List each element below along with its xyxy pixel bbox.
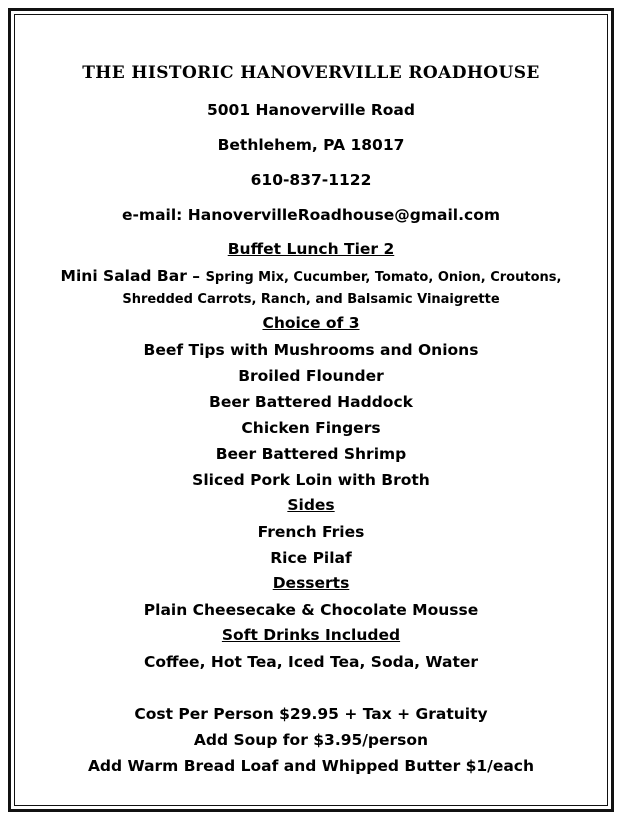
salad-items-1: Spring Mix, Cucumber, Tomato, Onion, Croutons, <box>205 270 562 285</box>
menu-document <box>14 14 608 806</box>
drinks-heading: Soft Drinks Included <box>221 626 401 644</box>
street-address: 5001 Hanoverville Road <box>206 101 415 119</box>
restaurant-title: THE HISTORIC HANOVERVILLE ROADHOUSE <box>82 63 540 83</box>
salad-label: Mini Salad Bar – <box>60 267 200 285</box>
desserts-heading: Desserts <box>272 574 350 592</box>
side-item: French Fries <box>257 523 365 541</box>
entree-item: Broiled Flounder <box>238 367 384 385</box>
phone-number: 610-837-1122 <box>250 171 372 189</box>
entree-item: Beer Battered Haddock <box>209 393 413 411</box>
price-line: Cost Per Person $29.95 + Tax + Gratuity <box>134 705 488 723</box>
soup-addon: Add Soup for $3.95/person <box>193 731 429 749</box>
entree-item: Chicken Fingers <box>241 419 381 437</box>
salad-line-1 <box>14 266 608 285</box>
tier-heading: Buffet Lunch Tier 2 <box>227 240 395 258</box>
choice-heading: Choice of 3 <box>262 314 360 332</box>
city-state-zip: Bethlehem, PA 18017 <box>217 136 405 154</box>
entree-item: Sliced Pork Loin with Broth <box>192 471 430 489</box>
side-item: Rice Pilaf <box>270 549 352 567</box>
dessert-item: Plain Cheesecake & Chocolate Mousse <box>143 601 479 619</box>
bread-addon: Add Warm Bread Loaf and Whipped Butter $1/each <box>87 757 535 775</box>
salad-items-2: Shredded Carrots, Ranch, and Balsamic Vinaigrette <box>122 292 500 307</box>
email-address: e-mail: HanovervilleRoadhouse@gmail.com <box>121 206 500 224</box>
entree-item: Beer Battered Shrimp <box>215 445 407 463</box>
sides-heading: Sides <box>287 496 335 514</box>
entree-item: Beef Tips with Mushrooms and Onions <box>143 341 479 359</box>
drink-item: Coffee, Hot Tea, Iced Tea, Soda, Water <box>143 653 479 671</box>
